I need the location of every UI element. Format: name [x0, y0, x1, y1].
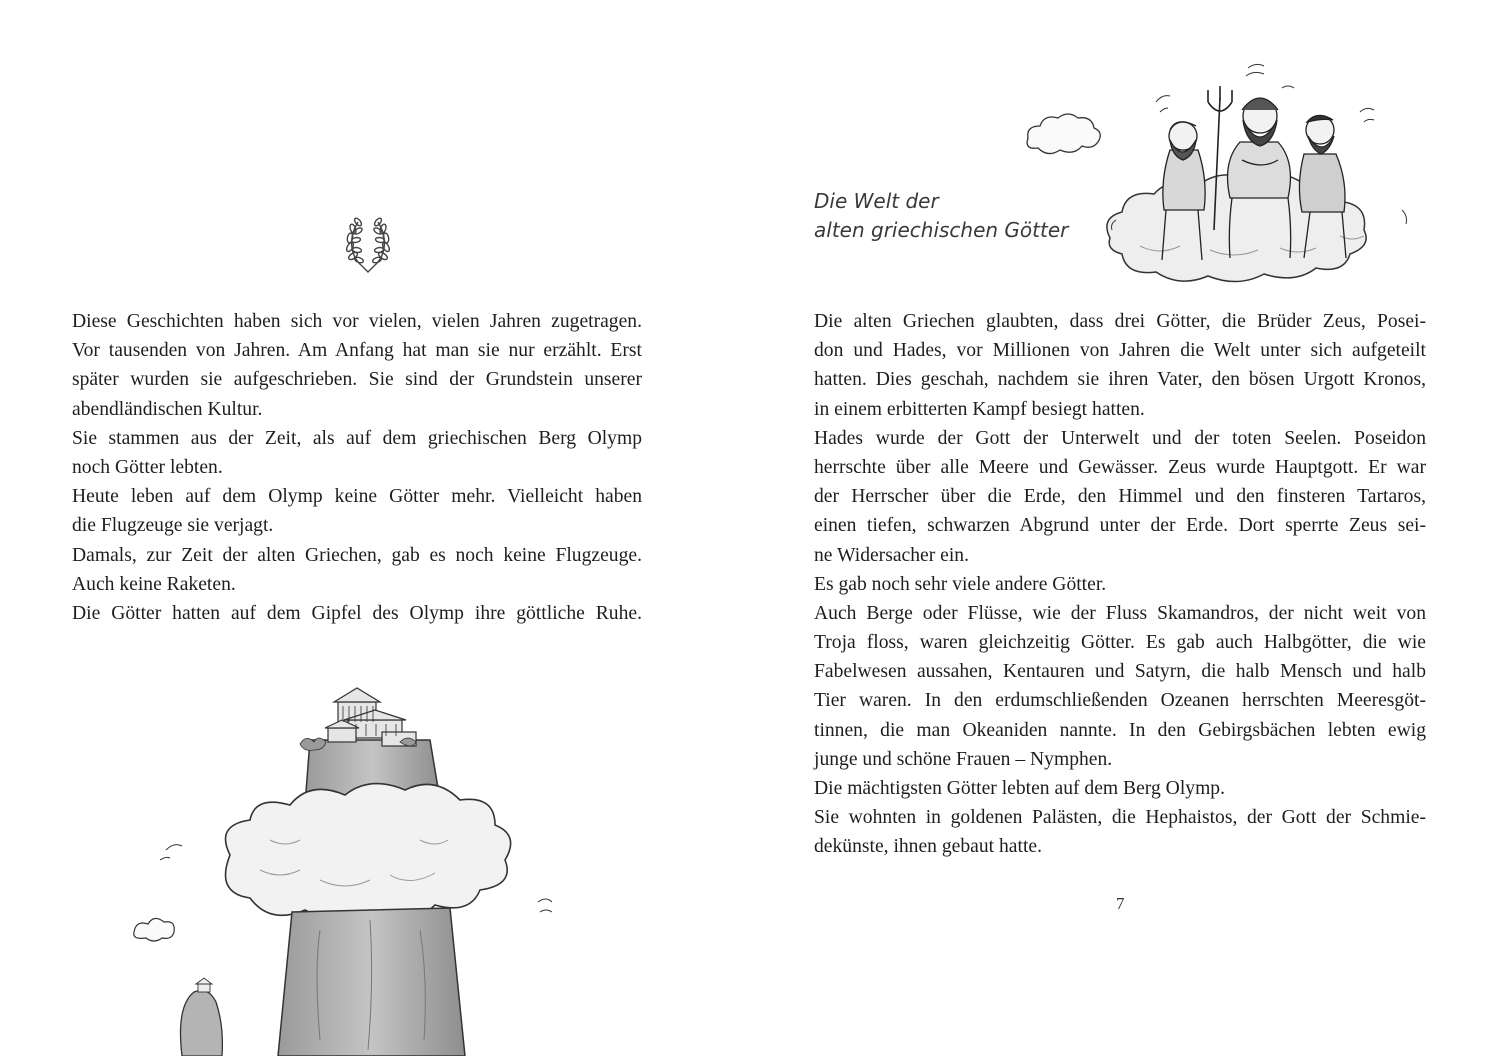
- text-line: dekünste, ihnen gebaut hatte.: [814, 836, 1042, 858]
- text-line: don und Hades, vor Millionen von Jahren die Welt unter sich aufgeteilt: [814, 340, 1426, 362]
- text-line: hatten. Dies geschah, nachdem sie ihren Vater, den bösen Urgott Kronos,: [814, 369, 1426, 391]
- chapter-title-line: Die Welt der: [814, 189, 939, 213]
- text-line: in einem erbitterten Kampf besiegt hatten.: [814, 398, 1145, 420]
- text-line: noch Götter lebten.: [72, 456, 223, 478]
- text-line: die Flugzeuge sie verjagt.: [72, 515, 274, 537]
- right-page: [750, 0, 1500, 1056]
- text-line: Sie wohnten in goldenen Palästen, die Hephaistos, der Gott der Schmie-: [814, 807, 1426, 829]
- text-line: abendländischen Kultur.: [72, 398, 263, 420]
- text-line: Vor tausenden von Jahren. Am Anfang hat man sie nur erzählt. Erst: [72, 340, 642, 362]
- text-line: Die mächtigsten Götter lebten auf dem Berg Olymp.: [814, 778, 1225, 799]
- right-body-text: [814, 307, 1426, 862]
- text-line: Sie stammen aus der Zeit, als auf dem griechischen Berg Olymp: [72, 427, 642, 449]
- text-line: herrschte über alle Meere und Gewässer. Zeus wurde Hauptgott. Er war: [814, 456, 1426, 478]
- text-line: Fabelwesen aussahen, Kentauren und Satyrn, die halb Mensch und halb: [814, 661, 1426, 683]
- text-line: Damals, zur Zeit der alten Griechen, gab es noch keine Flugzeuge.: [72, 544, 642, 566]
- mount-olympus-illustration: [120, 680, 580, 1056]
- text-line: Diese Geschichten haben sich vor vielen, vielen Jahren zugetragen.: [72, 311, 642, 332]
- page-number: 7: [1116, 894, 1125, 913]
- chapter-title-line: alten griechischen Götter: [814, 218, 1069, 242]
- text-line: tinnen, die man Okeaniden nannte. In den Gebirgsbächen lebten ewig: [814, 719, 1426, 741]
- text-line: junge und schöne Frauen – Nymphen.: [814, 748, 1113, 770]
- text-line: Hades wurde der Gott der Unterwelt und der toten Seelen. Poseidon: [814, 427, 1426, 449]
- text-line: Die Götter hatten auf dem Gipfel des Olymp ihre göttliche Ruhe.: [72, 602, 642, 624]
- text-line: Auch Berge oder Flüsse, wie der Fluss Skamandros, der nicht weit von: [814, 602, 1426, 624]
- three-gods-on-cloud-illustration: [1020, 50, 1450, 280]
- text-line: Tier waren. In den erdumschließenden Ozeanen herrschten Meeresgöt-: [814, 690, 1426, 712]
- text-line: Die alten Griechen glaubten, dass drei Götter, die Brüder Zeus, Posei-: [814, 311, 1426, 332]
- text-line: einen tiefen, schwarzen Abgrund unter der Erde. Dort sperrte Zeus sei-: [814, 515, 1426, 537]
- text-line: der Herrscher über die Erde, den Himmel und den finsteren Tartaros,: [814, 486, 1426, 508]
- text-line: Heute leben auf dem Olymp keine Götter mehr. Vielleicht haben: [72, 486, 642, 508]
- text-line: Troja floss, waren gleichzeitig Götter. Es gab auch Halbgötter, die wie: [814, 632, 1426, 654]
- left-body-text: [72, 307, 642, 628]
- text-line: Auch keine Raketen.: [72, 573, 236, 595]
- text-line: ne Widersacher ein.: [814, 544, 969, 566]
- text-line: Es gab noch sehr viele andere Götter.: [814, 573, 1107, 595]
- laurel-wreath-icon: [344, 212, 392, 276]
- text-line: später wurden sie aufgeschrieben. Sie sind der Grundstein unserer: [72, 369, 642, 391]
